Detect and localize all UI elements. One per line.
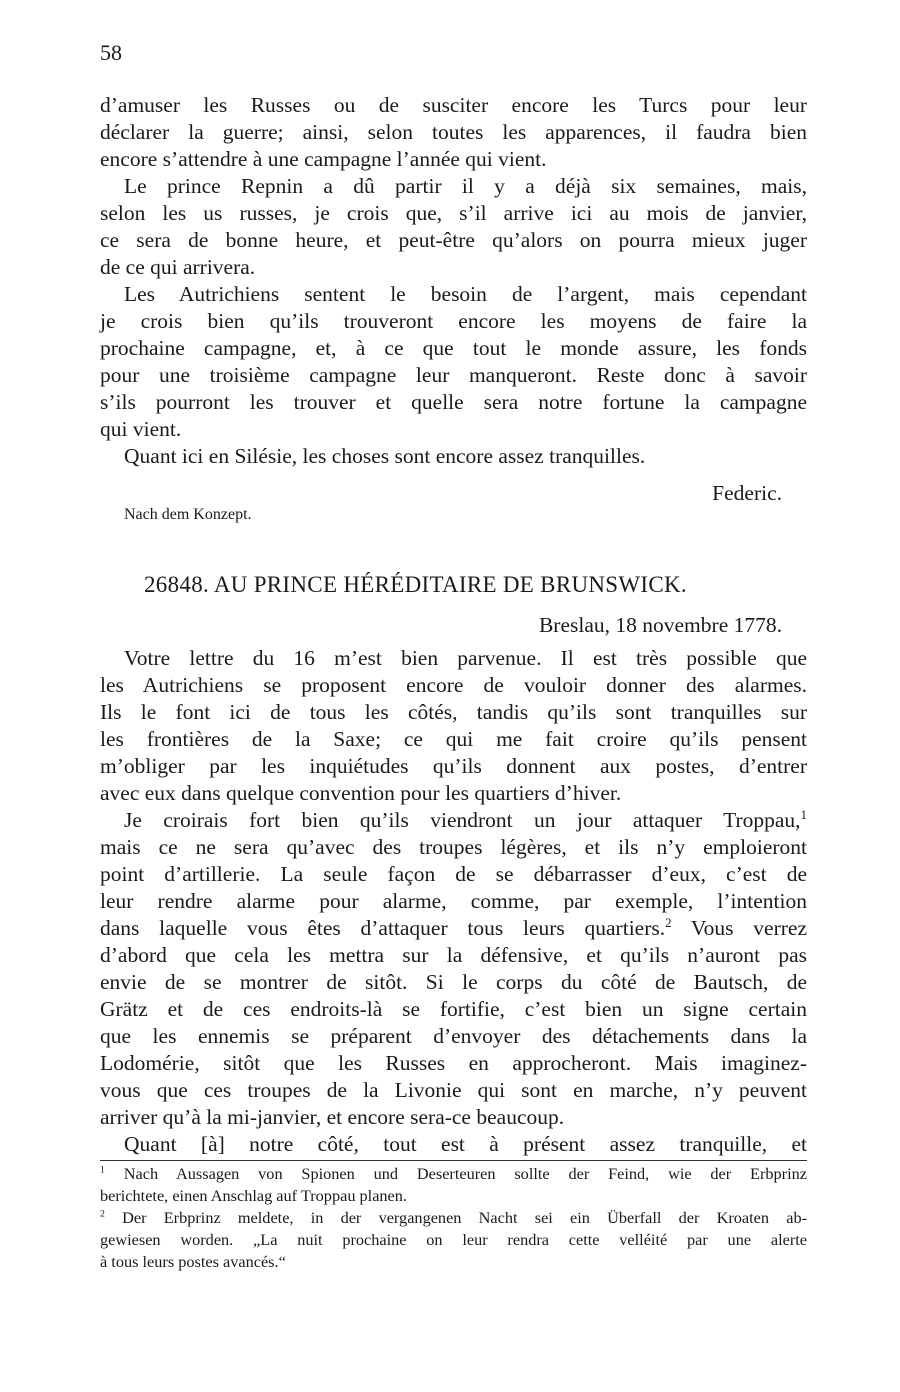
text-line: de ce qui arrivera. bbox=[100, 255, 256, 279]
text-line: pour une troisième campagne leur manqueront. Reste donc à savoir bbox=[100, 363, 807, 387]
text-line: Quant ici en Silésie, les choses sont encore assez tranquilles. bbox=[124, 444, 646, 468]
text-line: déclarer la guerre; ainsi, selon toutes les apparences, il faudra bien bbox=[100, 120, 807, 144]
text-line: Les Autrichiens sentent le besoin de l’argent, mais cependant bbox=[124, 282, 807, 306]
text-line: je crois bien qu’ils trouveront encore les moyens de faire la bbox=[100, 309, 807, 333]
footnote-2-line: gewiesen worden. „La nuit prochaine on leur rendra cette velléité par une alerte bbox=[100, 1230, 807, 1249]
text-line: prochaine campagne, et, à ce que tout le monde assure, les fonds bbox=[100, 336, 807, 360]
text-line: Le prince Repnin a dû partir il y a déjà six semaines, mais, bbox=[124, 174, 807, 198]
footnote-marker: 2 bbox=[100, 1208, 105, 1220]
text-line: avec eux dans quelque convention pour les quartiers d’hiver. bbox=[100, 781, 622, 805]
text-line: Ils le font ici de tous les côtés, tandis qu’ils sont tranquilles sur bbox=[100, 700, 807, 724]
text-line: point d’artillerie. La seule façon de se débarrasser d’eux, c’est de bbox=[100, 862, 807, 886]
text-line bbox=[100, 915, 807, 940]
text-line: leur rendre alarme pour alarme, comme, par exemple, l’intention bbox=[100, 889, 807, 913]
text-segment: dans laquelle vous êtes d’attaquer tous leurs quartiers. bbox=[100, 916, 666, 940]
text-line: d’abord que cela les mettra sur la défensive, et qu’ils n’auront pas bbox=[100, 943, 807, 967]
footnote-1-line: berichtete, einen Anschlag auf Troppau planen. bbox=[100, 1186, 407, 1205]
text-segment: Je croirais fort bien qu’ils viendront un jour attaquer Troppau, bbox=[124, 808, 801, 832]
letter-heading: 26848. AU PRINCE HÉRÉDITAIRE DE BRUNSWICK. bbox=[144, 572, 687, 597]
text-line: selon les us russes, je crois que, s’il arrive ici au mois de janvier, bbox=[100, 201, 807, 225]
footnote-text: Der Erbprinz meldete, in der vergangenen Nacht sei ein Überfall der Kroaten ab- bbox=[122, 1208, 808, 1227]
text-line: arriver qu’à la mi-janvier, et encore sera-ce beaucoup. bbox=[100, 1105, 565, 1129]
text-line: Quant [à] notre côté, tout est à présent assez tranquille, et bbox=[124, 1132, 807, 1156]
footnote-ref: 2 bbox=[665, 915, 672, 930]
text-line bbox=[124, 807, 807, 832]
text-line: mais ce ne sera qu’avec des troupes légères, et ils n’y emploieront bbox=[100, 835, 807, 859]
footnote-text: Nach Aussagen von Spionen und Deserteuren sollte der Feind, wie der Erbprinz bbox=[123, 1164, 807, 1183]
dateline: Breslau, 18 novembre 1778. bbox=[538, 613, 782, 637]
text-line: les frontières de la Saxe; ce qui me fait croire qu’ils pensent bbox=[100, 727, 807, 751]
text-line: vous que ces troupes de la Livonie qui sont en marche, n’y peuvent bbox=[100, 1078, 807, 1102]
signature: Federic. bbox=[712, 481, 782, 505]
footnote-divider bbox=[100, 1160, 807, 1161]
text-line: que les ennemis se préparent d’envoyer des détachements dans la bbox=[100, 1024, 807, 1048]
footnote-marker: 1 bbox=[100, 1164, 105, 1176]
footnote-1 bbox=[100, 1166, 807, 1182]
source-note: Nach dem Konzept. bbox=[124, 506, 252, 523]
text-line: d’amuser les Russes ou de susciter encore les Turcs pour leur bbox=[100, 93, 807, 117]
footnote-2 bbox=[100, 1210, 807, 1226]
text-line: les Autrichiens se proposent encore de vouloir donner des alarmes. bbox=[100, 673, 807, 697]
footnote-ref: 1 bbox=[800, 807, 807, 822]
text-line: m’obliger par les inquiétudes qu’ils donnent aux postes, d’entrer bbox=[100, 754, 807, 778]
text-line: ce sera de bonne heure, et peut-être qu’alors on pourra mieux juger bbox=[100, 228, 807, 252]
text-line: Lodomérie, sitôt que les Russes en approcheront. Mais imaginez- bbox=[100, 1051, 807, 1075]
text-line: envie de se montrer de sitôt. Si le corps du côté de Bautsch, de bbox=[100, 970, 807, 994]
text-segment: Vous verrez bbox=[671, 916, 807, 940]
text-line: qui vient. bbox=[100, 417, 182, 441]
page-number: 58 bbox=[100, 40, 122, 65]
text-line: Votre lettre du 16 m’est bien parvenue. Il est très possible que bbox=[124, 646, 807, 670]
text-line: encore s’attendre à une campagne l’année qui vient. bbox=[100, 147, 547, 171]
text-line: Grätz et de ces endroits-là se fortifie, c’est bien un signe certain bbox=[100, 997, 807, 1021]
footnote-2-line: à tous leurs postes avancés.“ bbox=[100, 1252, 286, 1271]
text-line: s’ils pourront les trouver et quelle sera notre fortune la campagne bbox=[100, 390, 807, 414]
